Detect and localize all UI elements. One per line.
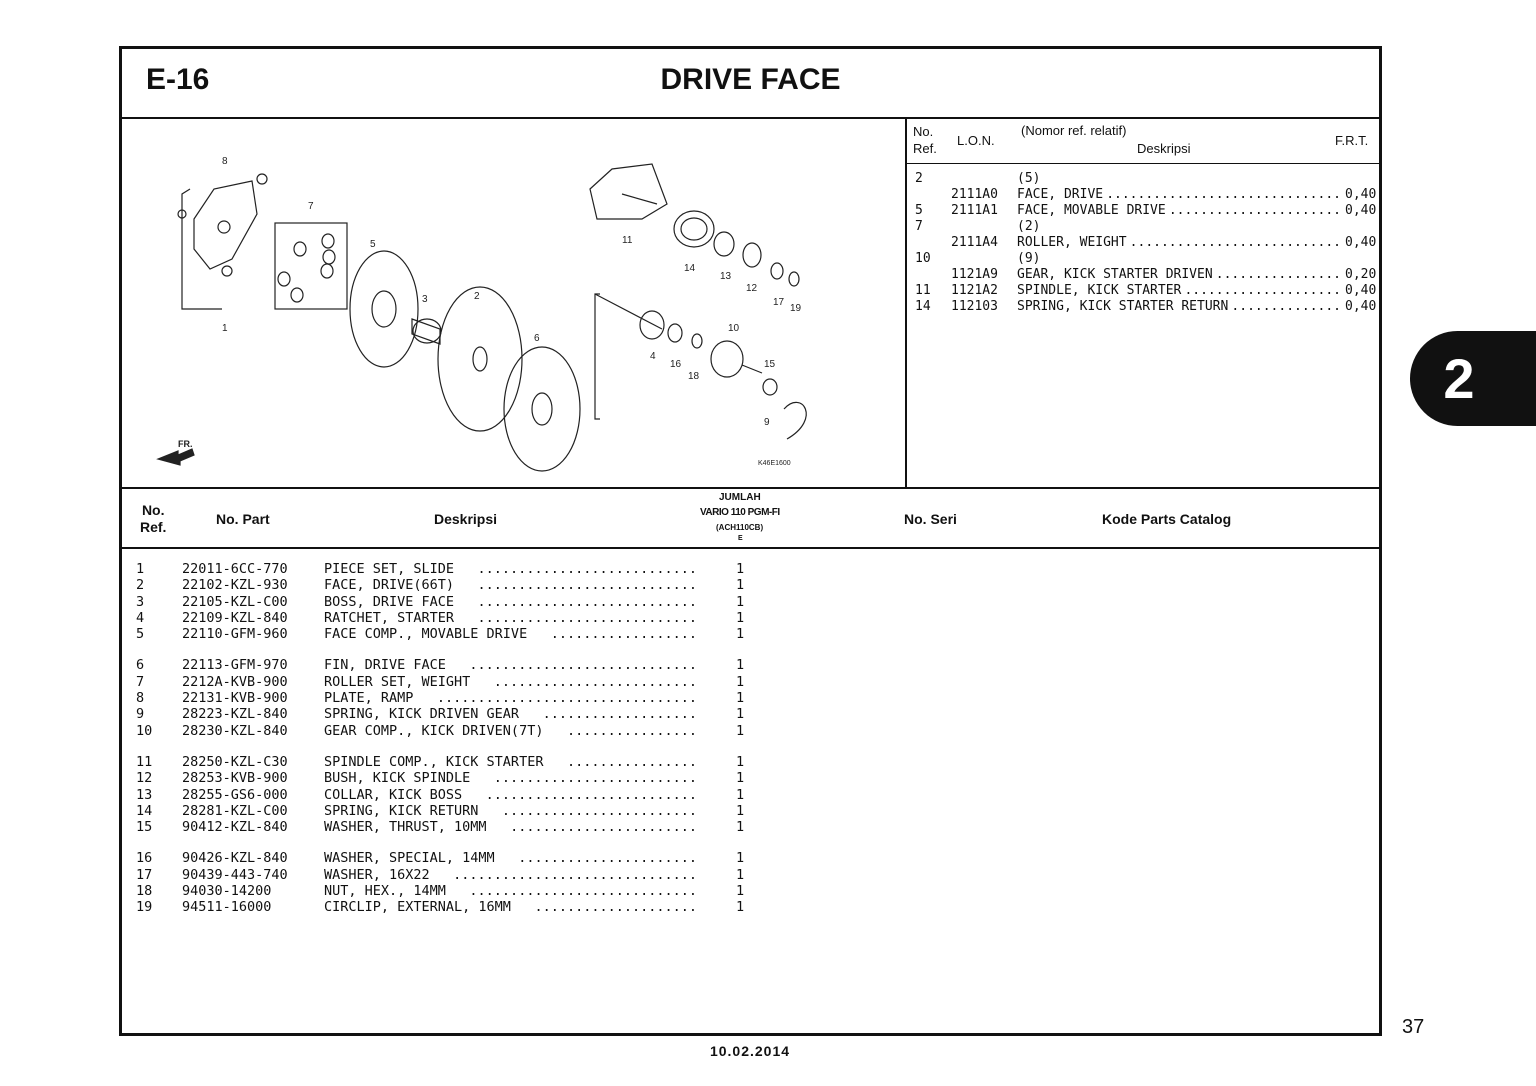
reference-row xyxy=(907,187,1379,203)
part-leader-dots: ........................... xyxy=(477,561,697,577)
part-leader-dots: ............................ xyxy=(469,883,697,900)
ref-description: (2) xyxy=(1017,219,1041,234)
part-number: 90412-KZL-840 xyxy=(182,819,288,836)
callout: 15 xyxy=(764,359,776,370)
part-ref-number: 6 xyxy=(136,657,145,674)
table-row xyxy=(122,561,1379,577)
col-jumlah: JUMLAH xyxy=(719,492,761,503)
part-number: 28253-KVB-900 xyxy=(182,770,288,787)
lon-code: 1121A2 xyxy=(951,283,998,298)
table-row xyxy=(122,690,1379,706)
part-ref-number: 14 xyxy=(136,802,153,819)
part-leader-dots: ......................... xyxy=(493,673,697,690)
reference-row xyxy=(907,219,1379,235)
part-leader-dots: ....................... xyxy=(510,819,697,836)
ref-description: (9) xyxy=(1017,251,1041,266)
col-no-part: No. Part xyxy=(216,511,270,527)
part-ref-number: 2 xyxy=(136,577,145,594)
lon-code: 112103 xyxy=(951,299,998,314)
part-leader-dots: ........................... xyxy=(477,609,697,626)
row-gap xyxy=(122,739,1379,754)
table-row xyxy=(122,626,1379,642)
part-description: WASHER, THRUST, 10MM xyxy=(324,819,487,836)
ref-description: FACE, MOVABLE DRIVE xyxy=(1017,203,1166,218)
part-leader-dots: ......................... xyxy=(493,770,697,787)
part-number: 90426-KZL-840 xyxy=(182,850,288,867)
part-description: BUSH, KICK SPINDLE xyxy=(324,770,471,787)
ref-number: 11 xyxy=(915,283,931,298)
part-quantity: 1 xyxy=(736,626,745,643)
page-number: 37 xyxy=(1402,1016,1425,1038)
print-date: 10.02.2014 xyxy=(709,1043,791,1059)
parts-table-header xyxy=(122,487,1379,549)
part-quantity: 1 xyxy=(736,577,745,594)
part-description: FIN, DRIVE FACE xyxy=(324,657,446,674)
ref-leader-dots: ................ xyxy=(1215,267,1341,282)
part-description: CIRCLIP, EXTERNAL, 16MM xyxy=(324,899,511,916)
part-description: PLATE, RAMP xyxy=(324,690,414,707)
frt-value: 0,40 xyxy=(1345,235,1377,250)
part-ref-number: 18 xyxy=(136,883,153,900)
part-ref-number: 11 xyxy=(136,753,153,770)
table-row xyxy=(122,883,1379,899)
figure-code: K46E1600 xyxy=(758,460,791,467)
part-quantity: 1 xyxy=(736,770,745,787)
page-title: DRIVE FACE xyxy=(660,63,841,96)
part-quantity: 1 xyxy=(736,802,745,819)
ref-description: ROLLER, WEIGHT xyxy=(1017,235,1127,250)
ref-number: 14 xyxy=(915,299,931,314)
ref-col-lon: L.O.N. xyxy=(957,133,995,148)
exploded-diagram xyxy=(122,119,907,487)
ref-description: SPRING, KICK STARTER RETURN xyxy=(1017,299,1229,314)
part-description: WASHER, 16X22 xyxy=(324,866,430,883)
part-ref-number: 4 xyxy=(136,609,145,626)
part-leader-dots: ................ xyxy=(566,722,697,739)
part-ref-number: 15 xyxy=(136,819,153,836)
parts-illustration xyxy=(122,119,905,487)
table-row xyxy=(122,819,1379,835)
col-no-ref: No. Ref. xyxy=(140,502,167,535)
part-number: 22109-KZL-840 xyxy=(182,609,288,626)
callout: 5 xyxy=(370,239,376,250)
part-quantity: 1 xyxy=(736,706,745,723)
part-leader-dots: .................... xyxy=(534,899,697,916)
part-ref-number: 19 xyxy=(136,899,153,916)
ref-description: GEAR, KICK STARTER DRIVEN xyxy=(1017,267,1213,282)
table-row xyxy=(122,674,1379,690)
ref-col-frt: F.R.T. xyxy=(1335,133,1369,148)
part-leader-dots: .................. xyxy=(550,626,697,643)
ref-number: 2 xyxy=(915,171,923,186)
part-number: 22102-KZL-930 xyxy=(182,577,288,594)
ref-leader-dots: .............. xyxy=(1231,299,1341,314)
section-tab-number: 2 xyxy=(1443,347,1475,410)
part-leader-dots: ........................ xyxy=(501,802,697,819)
col-deskripsi: Deskripsi xyxy=(434,511,498,527)
table-row xyxy=(122,754,1379,770)
ref-leader-dots: .................... xyxy=(1184,283,1341,298)
callout: 2 xyxy=(474,291,480,302)
ref-col-nomor: (Nomor ref. relatif) xyxy=(1021,123,1127,138)
part-leader-dots: ................................ xyxy=(436,690,697,707)
part-number: 28255-GS6-000 xyxy=(182,786,288,803)
callout: 16 xyxy=(670,359,682,370)
row-gap xyxy=(122,835,1379,850)
part-quantity: 1 xyxy=(736,673,745,690)
table-row xyxy=(122,594,1379,610)
lon-code: 1121A9 xyxy=(951,267,998,282)
ref-number: 5 xyxy=(915,203,923,218)
part-number: 22105-KZL-C00 xyxy=(182,593,288,610)
table-row xyxy=(122,577,1379,593)
part-leader-dots: ............................ xyxy=(469,657,697,674)
reference-row xyxy=(907,203,1379,219)
part-leader-dots: ........................... xyxy=(477,577,697,594)
part-leader-dots: ...................... xyxy=(518,850,697,867)
part-number: 28281-KZL-C00 xyxy=(182,802,288,819)
frt-value: 0,40 xyxy=(1345,203,1377,218)
callout: 19 xyxy=(790,303,802,314)
callout: 11 xyxy=(622,235,633,246)
part-ref-number: 8 xyxy=(136,690,145,707)
callout: 3 xyxy=(422,294,428,305)
reference-rows xyxy=(907,171,1379,315)
reference-table xyxy=(907,119,1379,487)
callout: 14 xyxy=(684,263,696,274)
part-leader-dots: .............................. xyxy=(453,866,697,883)
ref-col-no: No. Ref. xyxy=(913,124,937,156)
part-description: NUT, HEX., 14MM xyxy=(324,883,446,900)
part-description: SPINDLE COMP., KICK STARTER xyxy=(324,753,544,770)
part-description: RATCHET, STARTER xyxy=(324,609,455,626)
part-ref-number: 10 xyxy=(136,722,153,739)
page-frame xyxy=(119,46,1382,1036)
part-quantity: 1 xyxy=(736,883,745,900)
part-quantity: 1 xyxy=(736,850,745,867)
section-code: E-16 xyxy=(146,63,210,96)
ref-col-deskripsi: Deskripsi xyxy=(1137,141,1191,156)
table-row xyxy=(122,657,1379,673)
part-number: 22131-KVB-900 xyxy=(182,690,288,707)
parts-list xyxy=(122,561,1379,916)
frt-value: 0,40 xyxy=(1345,299,1377,314)
callout: 18 xyxy=(688,371,700,382)
part-quantity: 1 xyxy=(736,561,745,577)
col-kode-parts: Kode Parts Catalog xyxy=(1102,511,1232,527)
part-quantity: 1 xyxy=(736,866,745,883)
ref-number: 10 xyxy=(915,251,931,266)
callout: 17 xyxy=(773,297,785,308)
callout: 6 xyxy=(534,333,540,344)
callout: 12 xyxy=(746,283,758,294)
fr-label: FR. xyxy=(178,439,193,449)
lon-code: 2111A0 xyxy=(951,187,998,202)
part-quantity: 1 xyxy=(736,690,745,707)
table-row xyxy=(122,706,1379,722)
part-leader-dots: .......................... xyxy=(485,786,697,803)
callout: 4 xyxy=(650,351,656,362)
lon-code: 2111A1 xyxy=(951,203,998,218)
ref-number: 7 xyxy=(915,219,923,234)
part-description: ROLLER SET, WEIGHT xyxy=(324,673,471,690)
part-description: GEAR COMP., KICK DRIVEN(7T) xyxy=(324,722,544,739)
reference-row xyxy=(907,267,1379,283)
frt-value: 0,40 xyxy=(1345,187,1377,202)
callout: 8 xyxy=(222,156,228,167)
col-model-code: (ACH110CB) xyxy=(716,523,764,532)
part-quantity: 1 xyxy=(736,819,745,836)
table-row xyxy=(122,803,1379,819)
part-quantity: 1 xyxy=(736,722,745,739)
part-ref-number: 13 xyxy=(136,786,153,803)
part-leader-dots: ................ xyxy=(566,753,697,770)
table-row xyxy=(122,899,1379,915)
part-number: 94511-16000 xyxy=(182,899,272,916)
ref-description: (5) xyxy=(1017,171,1041,186)
reference-row xyxy=(907,171,1379,187)
callout: 1 xyxy=(222,323,228,334)
part-number: 28230-KZL-840 xyxy=(182,722,288,739)
part-ref-number: 7 xyxy=(136,673,145,690)
part-number: 28223-KZL-840 xyxy=(182,706,288,723)
callout: 7 xyxy=(308,201,314,212)
part-description: SPRING, KICK RETURN xyxy=(324,802,479,819)
table-row xyxy=(122,867,1379,883)
callout: 10 xyxy=(728,323,740,334)
part-number: 22011-6CC-770 xyxy=(182,561,288,577)
part-description: FACE, DRIVE(66T) xyxy=(324,577,455,594)
row-gap xyxy=(122,642,1379,657)
part-quantity: 1 xyxy=(736,899,745,916)
part-ref-number: 5 xyxy=(136,626,145,643)
part-description: SPRING, KICK DRIVEN GEAR xyxy=(324,706,520,723)
part-quantity: 1 xyxy=(736,753,745,770)
part-description: PIECE SET, SLIDE xyxy=(324,561,455,577)
reference-row xyxy=(907,235,1379,251)
col-variant: E xyxy=(738,535,743,542)
part-quantity: 1 xyxy=(736,657,745,674)
ref-description: SPINDLE, KICK STARTER xyxy=(1017,283,1182,298)
table-row xyxy=(122,610,1379,626)
part-ref-number: 12 xyxy=(136,770,153,787)
part-description: COLLAR, KICK BOSS xyxy=(324,786,463,803)
part-number: 2212A-KVB-900 xyxy=(182,673,288,690)
part-quantity: 1 xyxy=(736,593,745,610)
part-ref-number: 9 xyxy=(136,706,145,723)
part-ref-number: 3 xyxy=(136,593,145,610)
part-number: 28250-KZL-C30 xyxy=(182,753,288,770)
table-row xyxy=(122,770,1379,786)
part-ref-number: 16 xyxy=(136,850,153,867)
callout: 13 xyxy=(720,271,732,282)
ref-description: FACE, DRIVE xyxy=(1017,187,1104,202)
part-number: 90439-443-740 xyxy=(182,866,288,883)
callout: 9 xyxy=(764,417,770,428)
table-row xyxy=(122,850,1379,866)
section-tab xyxy=(1410,331,1536,426)
part-ref-number: 1 xyxy=(136,561,145,577)
ref-leader-dots: ...................... xyxy=(1168,203,1341,218)
part-leader-dots: ........................... xyxy=(477,593,697,610)
part-number: 22110-GFM-960 xyxy=(182,626,288,643)
table-row xyxy=(122,723,1379,739)
part-leader-dots: ................... xyxy=(542,706,697,723)
part-number: 94030-14200 xyxy=(182,883,272,900)
table-row xyxy=(122,787,1379,803)
frt-value: 0,20 xyxy=(1345,267,1377,282)
part-number: 22113-GFM-970 xyxy=(182,657,288,674)
part-description: FACE COMP., MOVABLE DRIVE xyxy=(324,626,528,643)
reference-row xyxy=(907,299,1379,315)
col-no-seri: No. Seri xyxy=(904,511,957,527)
frt-value: 0,40 xyxy=(1345,283,1377,298)
part-ref-number: 17 xyxy=(136,866,153,883)
col-model: VARIO 110 PGM-FI xyxy=(700,507,780,518)
part-description: BOSS, DRIVE FACE xyxy=(324,593,455,610)
part-description: WASHER, SPECIAL, 14MM xyxy=(324,850,495,867)
ref-leader-dots: .............................. xyxy=(1106,187,1341,202)
lon-code: 2111A4 xyxy=(951,235,998,250)
part-quantity: 1 xyxy=(736,609,745,626)
reference-row xyxy=(907,251,1379,267)
ref-leader-dots: ........................... xyxy=(1129,235,1341,250)
reference-row xyxy=(907,283,1379,299)
part-quantity: 1 xyxy=(736,786,745,803)
reference-table-header xyxy=(907,119,1379,164)
page-header xyxy=(122,49,1379,119)
